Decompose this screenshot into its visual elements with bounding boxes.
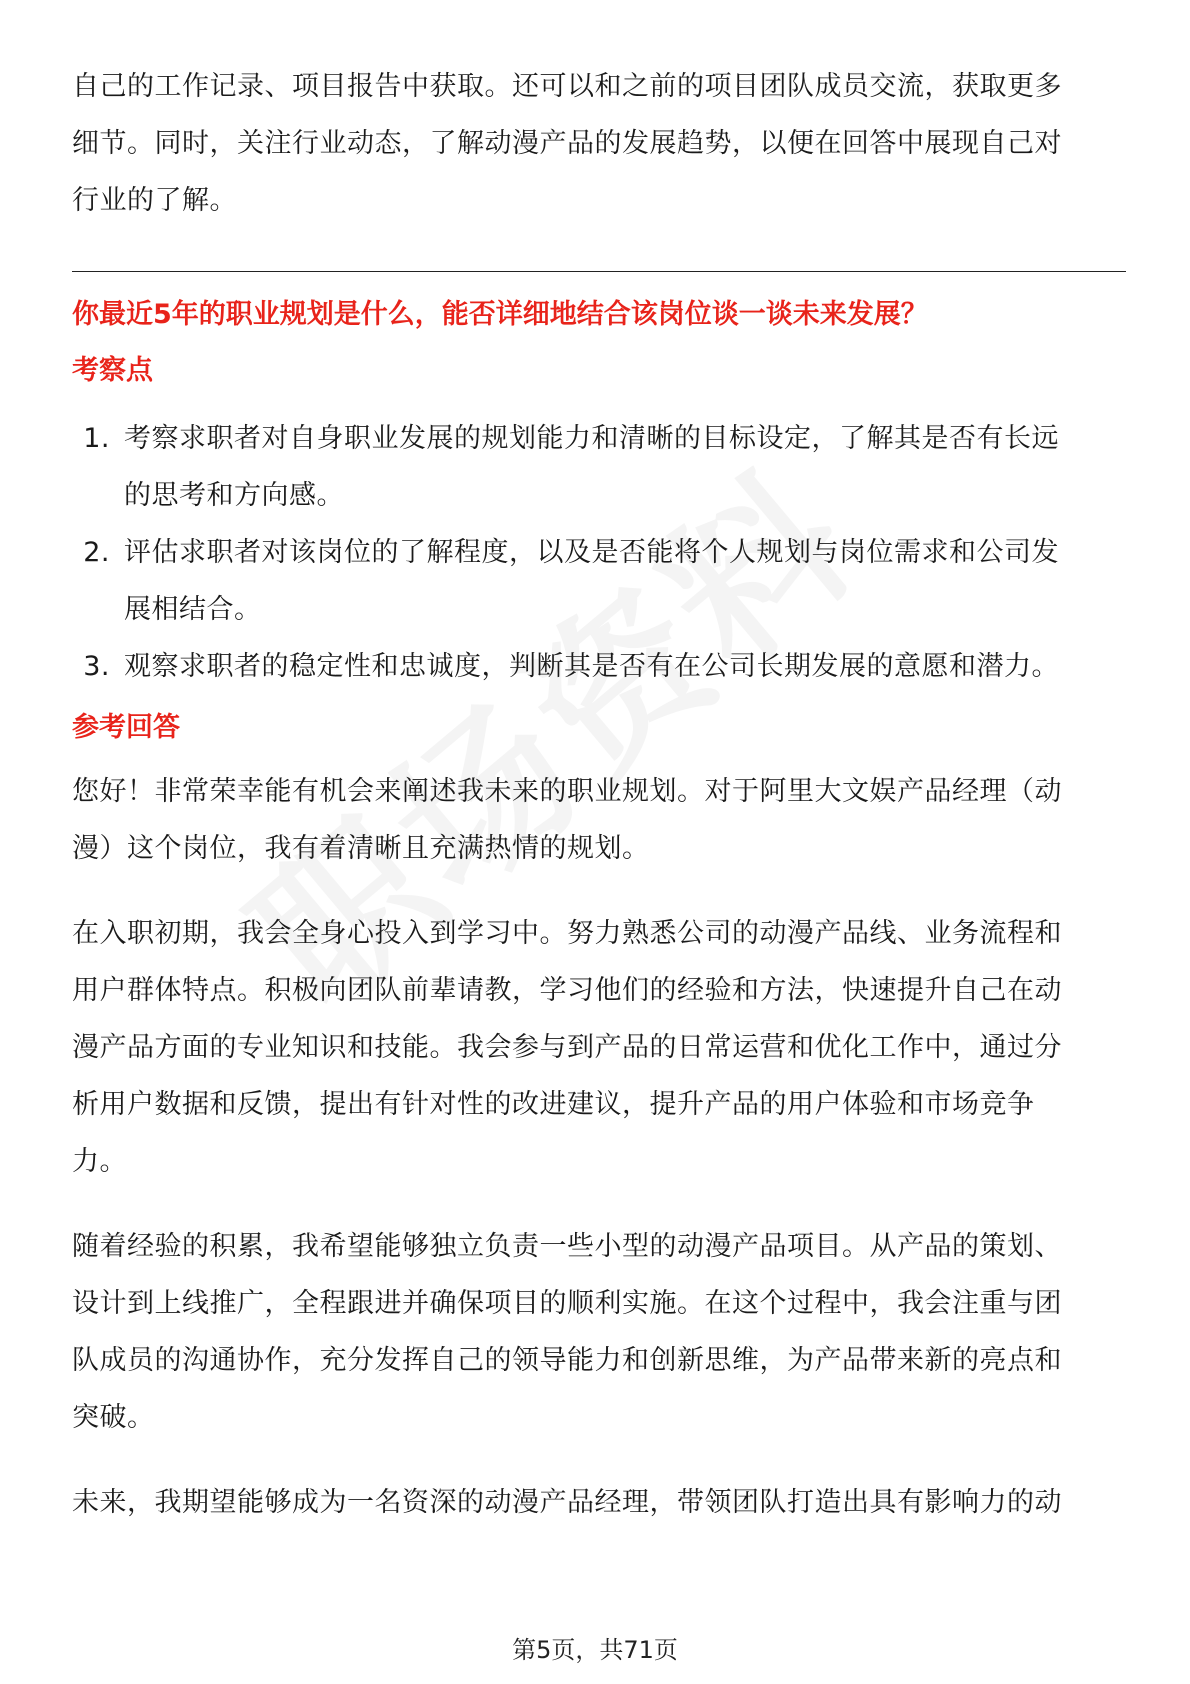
paragraph-line: 漫产品方面的专业知识和技能。我会参与到产品的日常运营和优化工作中，通过分 bbox=[72, 1032, 1062, 1063]
paragraph-line: 在入职初期，我会全身心投入到学习中。努力熟悉公司的动漫产品线、业务流程和 bbox=[72, 918, 1062, 949]
list-number: 1. bbox=[83, 423, 110, 454]
list-item-line: 展相结合。 bbox=[124, 594, 262, 625]
paragraph-line: 随着经验的积累，我希望能够独立负责一些小型的动漫产品项目。从产品的策划、 bbox=[72, 1231, 1062, 1262]
reference-heading: 参考回答 bbox=[72, 712, 180, 743]
section-divider bbox=[72, 271, 1126, 272]
paragraph-line: 行业的了解。 bbox=[72, 185, 237, 216]
paragraph-line: 突破。 bbox=[72, 1402, 155, 1433]
paragraph-line: 细节。同时，关注行业动态，了解动漫产品的发展趋势，以便在回答中展现自己对 bbox=[72, 128, 1062, 159]
interview-question: 你最近5年的职业规划是什么，能否详细地结合该岗位谈一谈未来发展？ bbox=[72, 299, 928, 330]
list-item-line: 考察求职者对自身职业发展的规划能力和清晰的目标设定，了解其是否有长远 bbox=[124, 423, 1059, 454]
examination-heading: 考察点 bbox=[72, 355, 153, 386]
page-content bbox=[72, 58, 1126, 1531]
list-item-line: 评估求职者对该岗位的了解程度，以及是否能将个人规划与岗位需求和公司发 bbox=[124, 537, 1059, 568]
list-item-line: 观察求职者的稳定性和忠诚度，判断其是否有在公司长期发展的意愿和潜力。 bbox=[124, 651, 1059, 682]
paragraph-line: 自己的工作记录、项目报告中获取。还可以和之前的项目团队成员交流，获取更多 bbox=[72, 71, 1062, 102]
paragraph-line: 队成员的沟通协作，充分发挥自己的领导能力和创新思维，为产品带来新的亮点和 bbox=[72, 1345, 1062, 1376]
paragraph-line: 用户群体特点。积极向团队前辈请教，学习他们的经验和方法，快速提升自己在动 bbox=[72, 975, 1062, 1006]
page-number-footer: 第5页，共71页 bbox=[512, 1636, 678, 1664]
list-number: 3. bbox=[83, 651, 110, 682]
intro-paragraph bbox=[72, 58, 1126, 229]
paragraph-line: 力。 bbox=[72, 1146, 127, 1177]
paragraph-line: 析用户数据和反馈，提出有针对性的改进建议，提升产品的用户体验和市场竞争 bbox=[72, 1089, 1035, 1120]
reference-paragraph bbox=[72, 905, 1126, 1190]
list-item-line: 的思考和方向感。 bbox=[124, 480, 344, 511]
list-item bbox=[72, 410, 1126, 524]
paragraph-line: 设计到上线推广，全程跟进并确保项目的顺利实施。在这个过程中，我会注重与团 bbox=[72, 1288, 1062, 1319]
reference-paragraph bbox=[72, 763, 1126, 877]
reference-paragraph bbox=[72, 1474, 1126, 1531]
examination-list bbox=[72, 410, 1126, 695]
reference-paragraph bbox=[72, 1218, 1126, 1446]
paragraph-line: 漫）这个岗位，我有着清晰且充满热情的规划。 bbox=[72, 833, 650, 864]
list-item bbox=[72, 524, 1126, 638]
list-item bbox=[72, 638, 1126, 695]
paragraph-line: 您好！非常荣幸能有机会来阐述我未来的职业规划。对于阿里大文娱产品经理（动 bbox=[72, 776, 1062, 807]
paragraph-line: 未来，我期望能够成为一名资深的动漫产品经理，带领团队打造出具有影响力的动 bbox=[72, 1487, 1062, 1518]
list-number: 2. bbox=[83, 537, 110, 568]
